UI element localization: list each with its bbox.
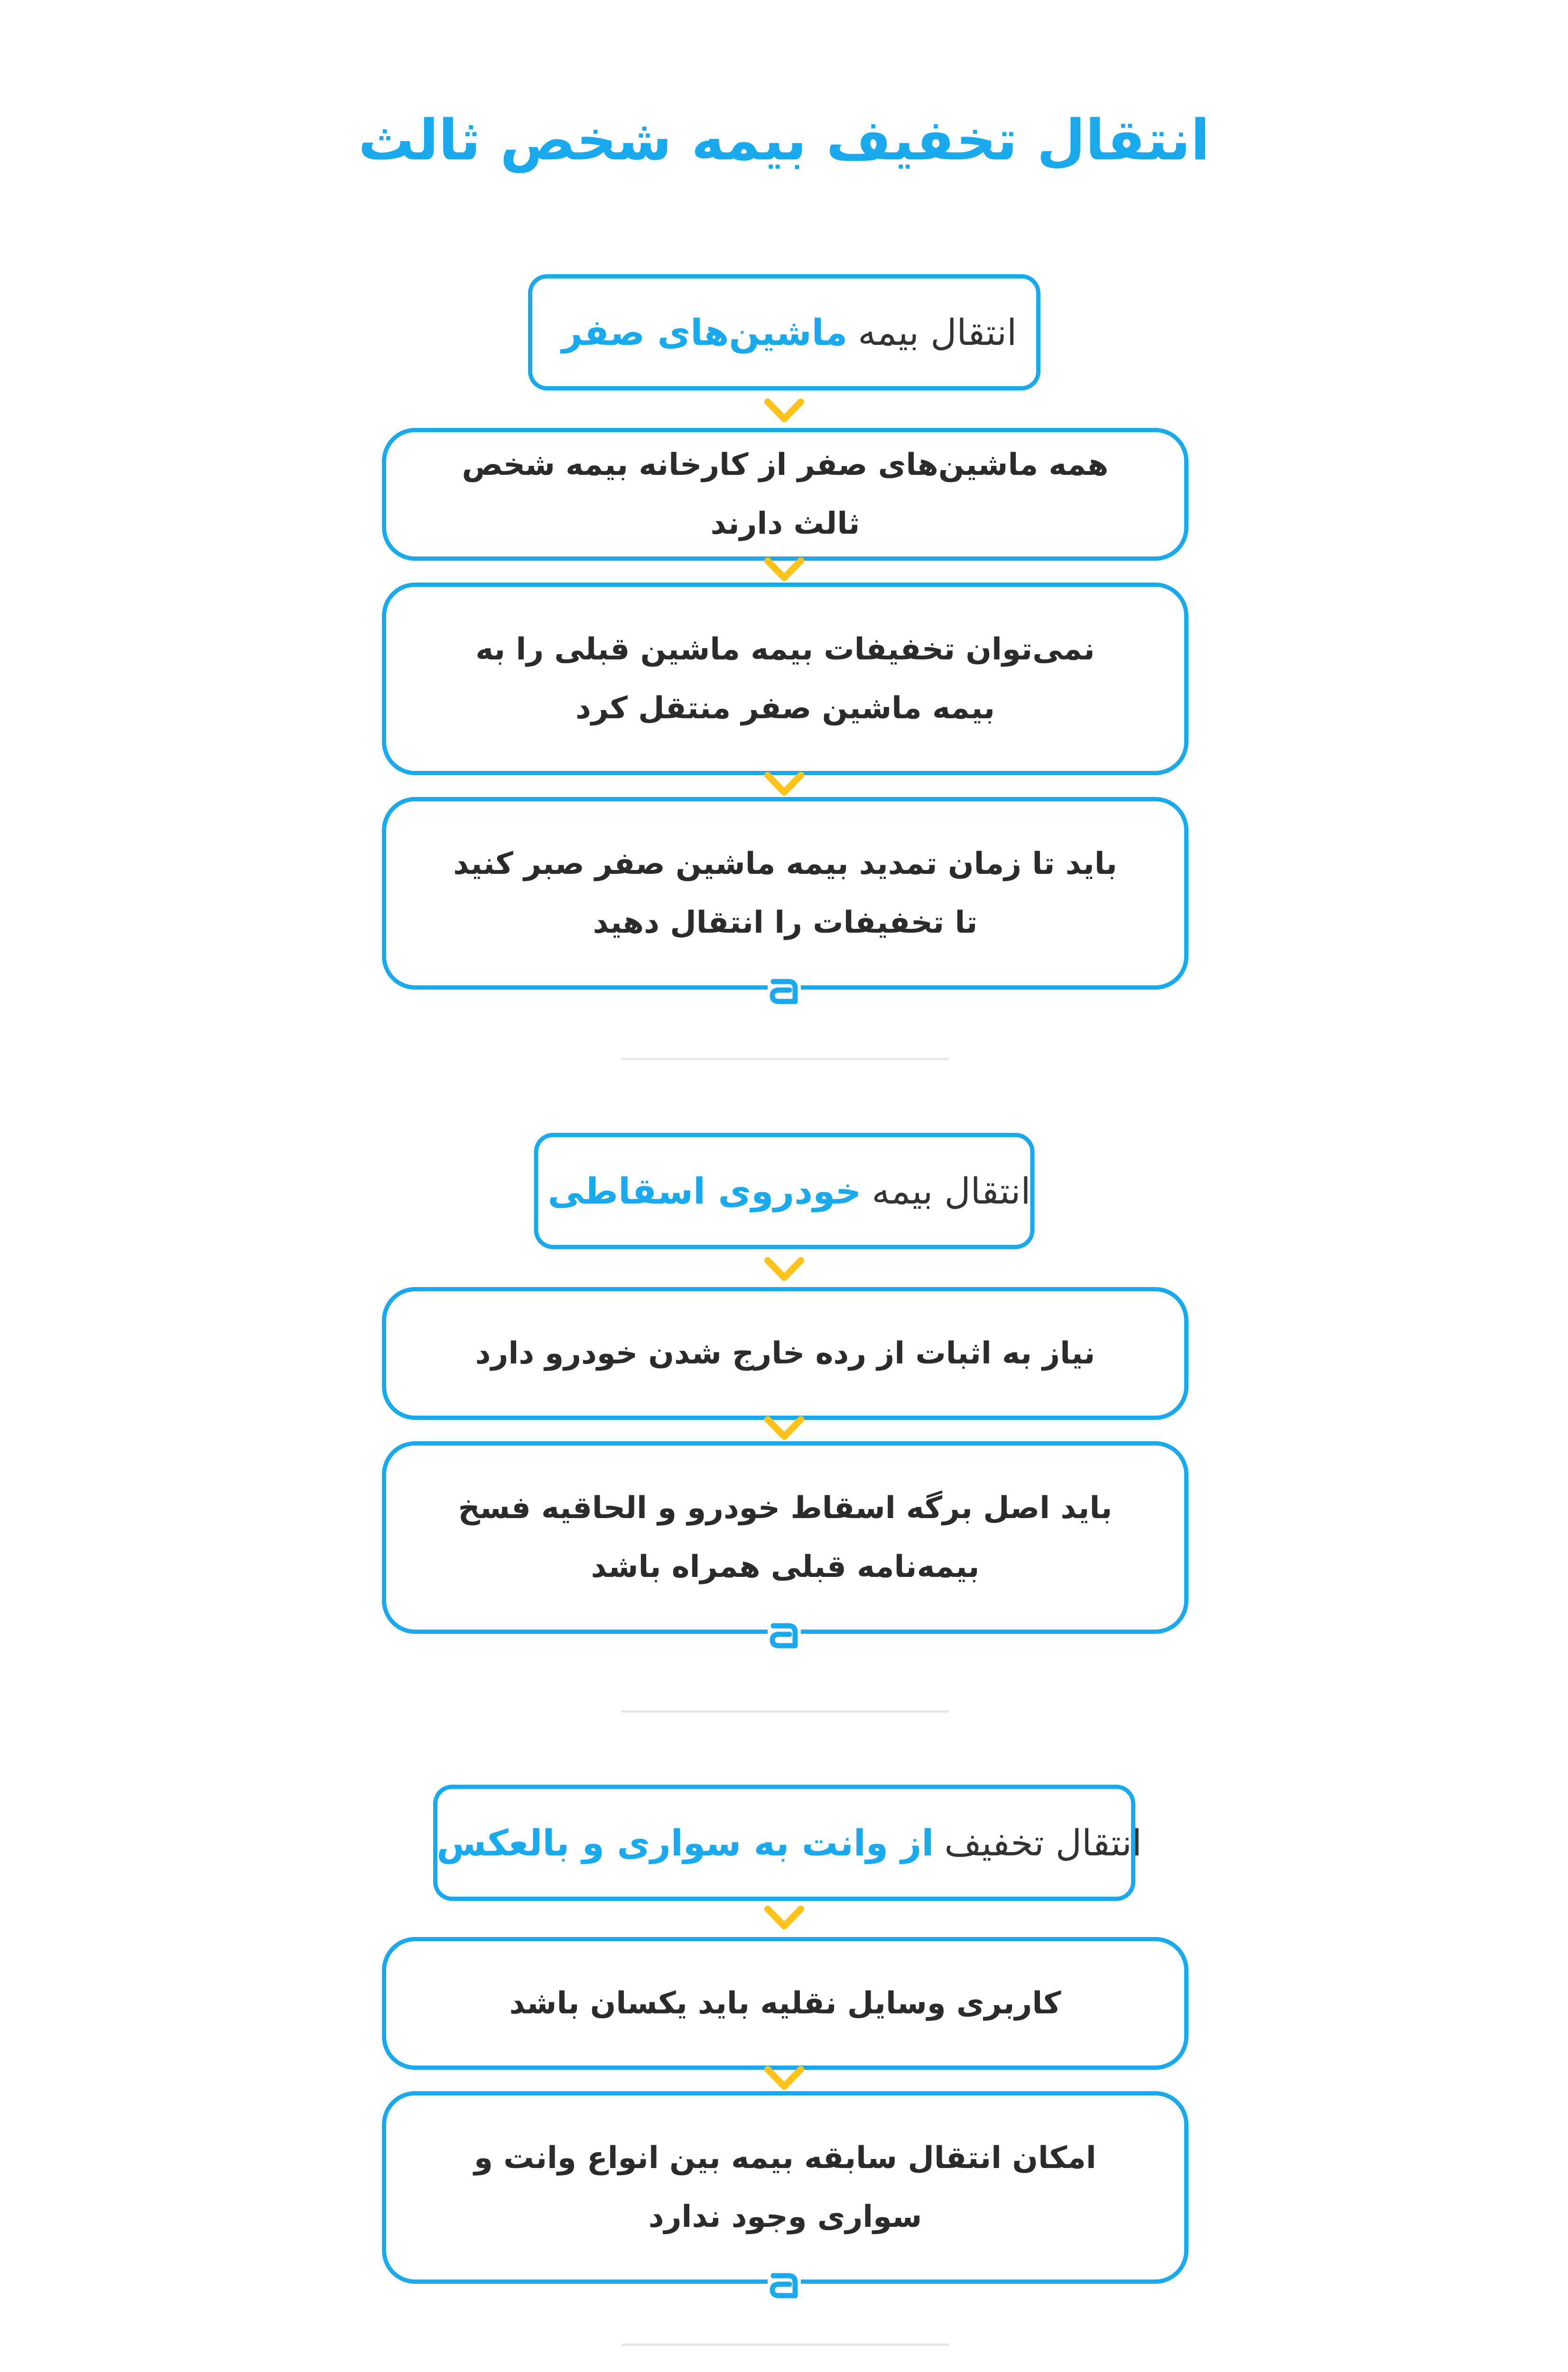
section-header-highlight: ماشین‌های صفر (561, 311, 848, 353)
section-header-highlight: از وانت به سواری و بالعکس (436, 1822, 934, 1864)
info-box (382, 1287, 1188, 1420)
section-header-label: انتقال بیمه (872, 1170, 1031, 1212)
info-box (382, 428, 1188, 561)
section-header-label: انتقال بیمه (858, 311, 1017, 353)
section-divider (622, 1710, 949, 1713)
chevron-down-icon (763, 1255, 806, 1283)
chevron-down-icon (763, 1414, 806, 1442)
info-box-text: همه ماشین‌های صفر از کارخانه بیمه شخص ثالث دارند (462, 447, 1109, 541)
brand-logo-icon (768, 975, 801, 1006)
section-divider (622, 1058, 949, 1060)
info-box-text: باید تا زمان تمدید بیمه ماشین صفر صبر کنید تا تخفیفات را انتقال دهید (453, 846, 1117, 940)
info-box-text: نیاز به اثبات از رده خارج شدن خودرو دارد (475, 1336, 1095, 1371)
section-header-pickup-to-sedan (433, 1785, 1142, 1901)
info-box (382, 1937, 1188, 2070)
info-box-text: کاربری وسایل نقلیه باید یکسان باشد (509, 1986, 1061, 2021)
chevron-down-icon (763, 555, 806, 584)
chevron-down-icon (763, 2064, 806, 2092)
info-box (382, 797, 1188, 990)
page-title: انتقال تخفیف بیمه شخص ثالث (358, 107, 1210, 173)
brand-logo-icon (768, 1619, 801, 1650)
info-box (382, 583, 1188, 775)
info-box (382, 1441, 1188, 1634)
brand-logo-icon (768, 2269, 801, 2300)
chevron-down-icon (763, 1903, 806, 1932)
info-box-text: نمی‌توان تخفیفات بیمه ماشین قبلی را به بیمه ماشین صفر منتقل کرد (475, 632, 1095, 726)
chevron-down-icon (763, 769, 806, 798)
section-header-scrapped-car (534, 1133, 1034, 1249)
info-box-text: باید اصل برگه اسقاط خودرو و الحاقیه فسخ بیمه‌نامه قبلی همراه باشد (458, 1491, 1113, 1584)
info-box (382, 2091, 1188, 2284)
section-divider (622, 2344, 949, 2346)
section-header-highlight: خودروی اسقاطی (547, 1170, 862, 1212)
chevron-down-icon (763, 396, 806, 425)
section-header-label: انتقال تخفیف (944, 1822, 1142, 1864)
section-header-zero-km-cars (528, 274, 1040, 390)
info-box-text: امکان انتقال سابقه بیمه بین انواع وانت و سواری وجود ندارد (474, 2140, 1096, 2234)
